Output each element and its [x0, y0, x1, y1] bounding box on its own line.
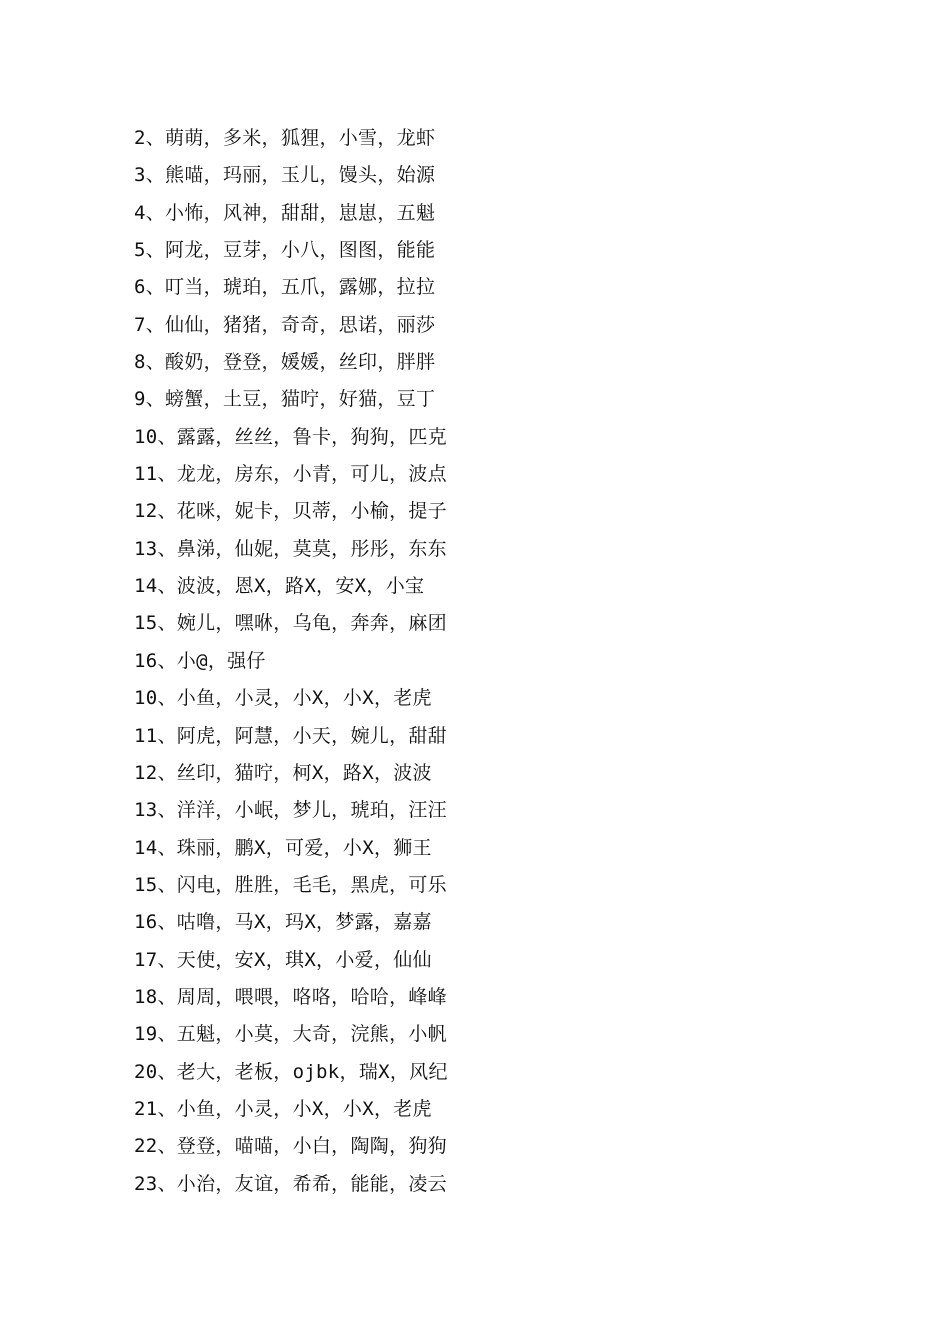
list-item: 4、小怖，风神，甜甜，崽崽，五魁 [134, 201, 436, 224]
list-item: 15、闪电，胜胜，毛毛，黑虎，可乐 [134, 873, 447, 896]
list-item: 10、小鱼，小灵，小X，小X，老虎 [134, 687, 432, 710]
list-item: 23、小治，友谊，希希，能能，凌云 [134, 1172, 447, 1195]
list-item: 17、天使，安X，琪X，小爱，仙仙 [134, 948, 432, 971]
list-item: 14、珠丽，鹏X，可爱，小X，狮王 [134, 836, 432, 859]
list-item: 14、波波，恩X，路X，安X，小宝 [134, 575, 425, 598]
list-item: 16、咕噜，马X，玛X，梦露，嘉嘉 [134, 911, 432, 934]
list-item: 7、仙仙，猪猪，奇奇，思诺，丽莎 [134, 313, 436, 336]
list-item: 15、婉儿，嘿咻，乌龟，奔奔，麻团 [134, 612, 447, 635]
list-item: 21、小鱼，小灵，小X，小X，老虎 [134, 1097, 432, 1120]
list-item: 12、丝印，猫咛，柯X，路X，波波 [134, 761, 432, 784]
list-item: 6、叮当，琥珀，五爪，露娜，拉拉 [134, 276, 436, 299]
list-item: 9、螃蟹，土豆，猫咛，好猫，豆丁 [134, 388, 436, 411]
list-item: 16、小@，强仔 [134, 649, 266, 672]
list-item: 19、五魁，小莫，大奇，浣熊，小帆 [134, 1023, 447, 1046]
list-item: 3、熊喵，玛丽，玉儿，馒头，始源 [134, 164, 436, 187]
list-item: 11、阿虎，阿慧，小天，婉儿，甜甜 [134, 724, 447, 747]
list-item: 10、露露，丝丝，鲁卡，狗狗，匹克 [134, 425, 447, 448]
list-item: 13、鼻涕，仙妮，莫莫，彤彤，东东 [134, 537, 447, 560]
name-list [134, 120, 448, 1203]
list-item: 2、萌萌，多米，狐狸，小雪，龙虾 [134, 127, 436, 149]
list-item: 11、龙龙，房东，小青，可儿，波点 [134, 463, 447, 486]
list-item: 20、老大，老板，ojbk，瑞X，风纪 [134, 1060, 448, 1083]
list-item: 18、周周，喂喂，咯咯，哈哈，峰峰 [134, 985, 447, 1008]
list-item: 5、阿龙，豆芽，小八，图图，能能 [134, 239, 436, 262]
list-item: 12、花咪，妮卡，贝蒂，小榆，提子 [134, 500, 447, 523]
list-item: 13、洋洋，小岷，梦儿，琥珀，汪汪 [134, 799, 447, 822]
list-item: 8、酸奶，登登，媛媛，丝印，胖胖 [134, 351, 436, 374]
list-item: 22、登登，喵喵，小白，陶陶，狗狗 [134, 1135, 447, 1158]
